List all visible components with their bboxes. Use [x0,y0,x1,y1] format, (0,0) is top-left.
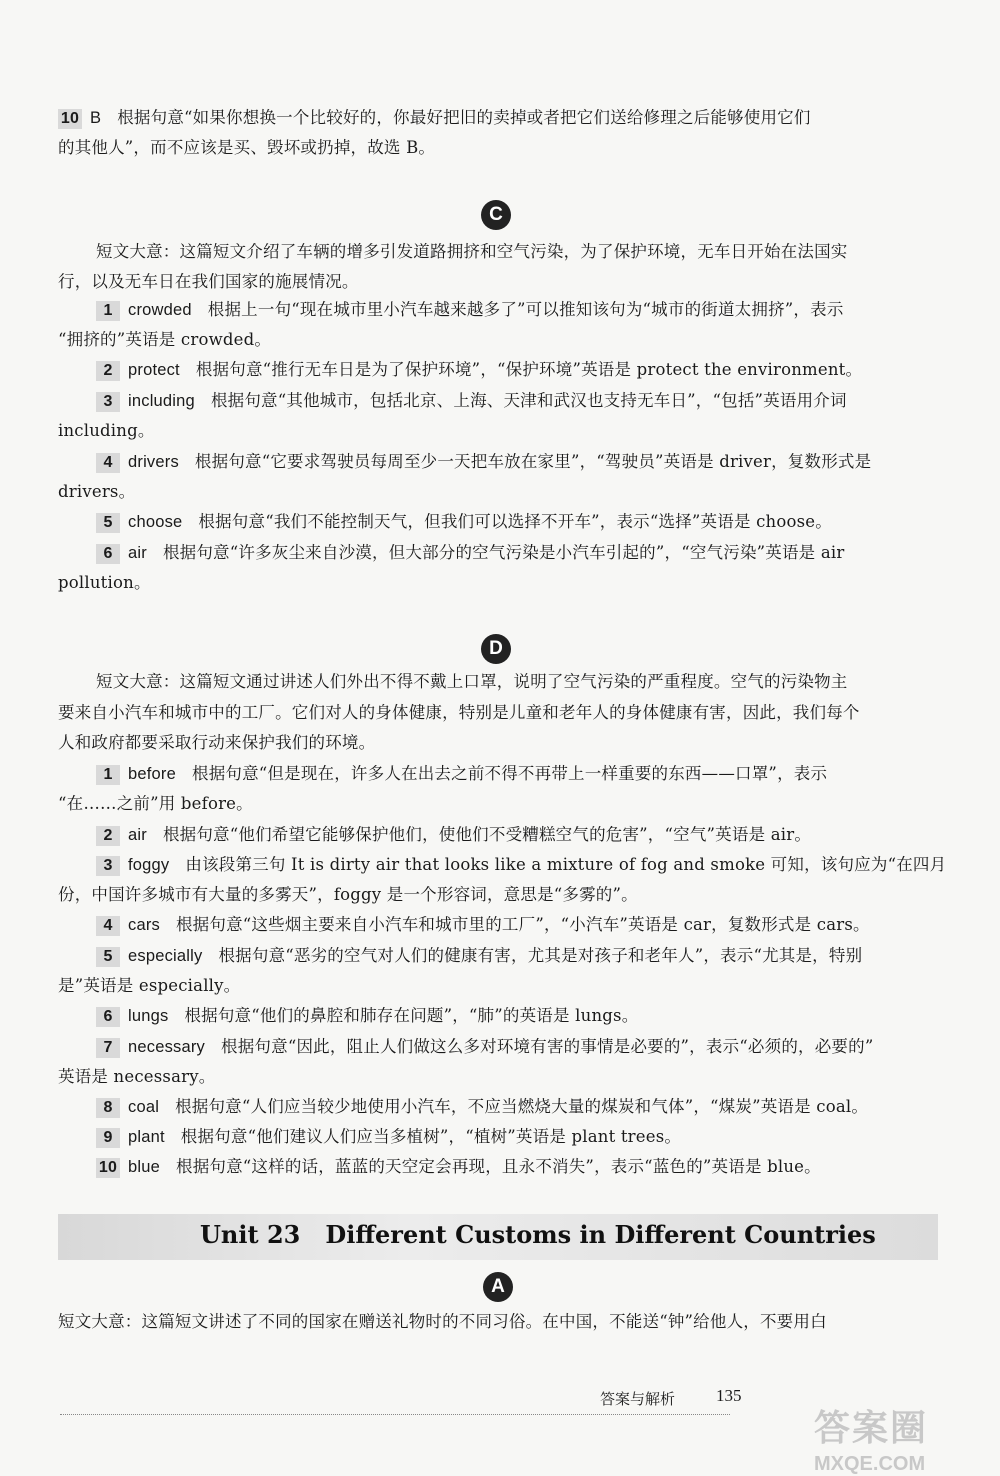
item-number: 10 [58,109,82,129]
watermark [814,1400,964,1475]
c-item-5-line1 [96,512,938,533]
c-item-3-line1 [96,391,938,412]
d-item-1-line1 [96,764,938,785]
item-number: 1 [96,301,120,321]
section-c-badge: C [481,200,511,230]
item-number: 9 [96,1128,120,1148]
item-number: 10 [96,1158,120,1178]
d-item-5-line1 [96,946,938,967]
item-answer: foggy [128,856,170,874]
item-explanation: 根据句意“恶劣的空气对人们的健康有害，尤其是对孩子和老年人”，表示“尤其是，特别 [218,946,863,965]
watermark-url: MXQE.COM [814,1453,926,1475]
c-item-1-line1 [96,300,938,321]
item-number: 5 [96,513,120,533]
item-number: 4 [96,916,120,936]
d-item-7-line1 [96,1037,938,1058]
b-item-10-line2: 的其他人”，而不应该是买、毁坏或扔掉，故选 B。 [58,138,436,157]
item-answer: including [128,392,195,410]
item-answer: blue [128,1158,160,1176]
unit-a-summary-line1: 短文大意：这篇短文讲述了不同的国家在赠送礼物时的不同习俗。在中国，不能送“钟”给他人，不要用白 [58,1312,827,1331]
d-item-3-line1 [96,855,947,876]
d-item-8-line1 [96,1097,938,1118]
section-d-badge: D [481,634,511,664]
item-answer: lungs [128,1007,169,1025]
item-explanation: 根据句意“推行无车日是为了保护环境”，“保护环境”英语是 protect the environment。 [195,360,863,379]
item-answer: drivers [128,453,179,471]
c-item-4-line2: drivers。 [58,482,136,501]
c-item-6-line1 [96,543,938,564]
item-explanation: 根据句意“他们希望它能够保护他们，使他们不受糟糕空气的危害”，“空气”英语是 air。 [162,825,812,844]
item-number: 4 [96,453,120,473]
item-explanation: 根据句意“他们建议人们应当多植树”，“植树”英语是 plant trees。 [180,1127,682,1146]
item-answer: air [128,544,147,562]
item-explanation: 根据句意“这些烟主要来自小汽车和城市里的工厂”，“小汽车”英语是 car，复数形式是 cars。 [175,915,870,934]
item-explanation: 根据上一句“现在城市里小汽车越来越多了”可以推知该句为“城市的街道太拥挤”，表示 [207,300,844,319]
item-number: 3 [96,392,120,412]
item-answer: necessary [128,1038,206,1056]
item-number: 7 [96,1038,120,1058]
unit-title: Unit 23 Different Customs in Different Countries [200,1220,876,1249]
c-item-6-line2: pollution。 [58,573,151,592]
d-item-6-line1 [96,1006,938,1027]
d-summary-line1: 短文大意：这篇短文通过讲述人们外出不得不戴上口罩，说明了空气污染的严重程度。空气的污染物主 [96,672,848,691]
d-item-3-line2: 份，中国许多城市有大量的多雾天”，foggy 是一个形容词，意思是“多雾的”。 [58,885,638,904]
item-explanation: 根据句意“但是现在，许多人在出去之前不得不再带上一样重要的东西——口罩”，表示 [192,764,828,783]
item-number: 2 [96,361,120,381]
c-item-2-line1 [96,360,938,381]
item-answer: protect [128,361,180,379]
item-number: 6 [96,1007,120,1027]
d-item-10-line1 [96,1157,938,1178]
item-number: 8 [96,1098,120,1118]
item-answer: before [128,765,176,783]
item-answer: choose [128,513,183,531]
section-a-badge: A [483,1272,513,1302]
watermark-title: 答案圈 [814,1407,929,1448]
d-summary-line2: 要来自小汽车和城市中的工厂。它们对人的身体健康，特别是儿童和老年人的身体健康有害，因此，我们每个 [58,703,860,722]
item-answer: B [90,109,102,127]
item-explanation: 根据句意“许多灰尘来自沙漠，但大部分的空气污染是小汽车引起的”，“空气污染”英语是 air [162,543,845,562]
item-explanation: 根据句意“其他城市，包括北京、上海、天津和武汉也支持无车日”，“包括”英语用介词 [210,391,847,410]
c-item-1-line2: “拥挤的”英语是 crowded。 [58,330,272,349]
c-summary-line1: 短文大意：这篇短文介绍了车辆的增多引发道路拥挤和空气污染，为了保护环境，无车日开始在法国实 [96,242,848,261]
footer-divider [60,1414,730,1415]
item-answer: crowded [128,301,192,319]
d-item-5-line2: 是”英语是 especially。 [58,976,241,995]
item-number: 6 [96,544,120,564]
d-item-9-line1 [96,1127,938,1148]
item-explanation: 根据句意“它要求驾驶员每周至少一天把车放在家里”，“驾驶员”英语是 driver，复数形式是 [194,452,872,471]
item-explanation: 根据句意“人们应当较少地使用小汽车，不应当燃烧大量的煤炭和气体”，“煤炭”英语是 coal。 [175,1097,869,1116]
item-number: 2 [96,826,120,846]
item-explanation: 根据句意“因此，阻止人们做这么多对环境有害的事情是必要的”，表示“必须的，必要的” [221,1037,874,1056]
item-number: 3 [96,856,120,876]
item-explanation: 根据句意“他们的鼻腔和肺存在问题”，“肺”的英语是 lungs。 [184,1006,639,1025]
item-answer: coal [128,1098,160,1116]
page-number: 135 [716,1386,742,1405]
footer-label: 答案与解析 [600,1390,676,1408]
item-answer: air [128,826,147,844]
d-item-7-line2: 英语是 necessary。 [58,1067,216,1086]
item-explanation: 根据句意“我们不能控制天气，但我们可以选择不开车”，表示“选择”英语是 choose。 [198,512,832,531]
b-item-10-line1 [58,108,938,129]
c-item-4-line1 [96,452,938,473]
item-explanation: 根据句意“这样的话，蓝蓝的天空定会再现，且永不消失”，表示“蓝色的”英语是 blue。 [176,1157,821,1176]
item-answer: plant [128,1128,165,1146]
d-item-2-line1 [96,825,938,846]
c-item-3-line2: including。 [58,421,155,440]
item-number: 1 [96,765,120,785]
item-explanation: 由该段第三句 It is dirty air that looks like a mixture of fog and smoke 可知，该句应为“在四月 [185,855,947,874]
item-answer: cars [128,916,160,934]
d-item-1-line2: “在……之前”用 before。 [58,794,253,813]
d-summary-line3: 人和政府都要采取行动来保护我们的环境。 [58,733,376,752]
item-answer: especially [128,947,203,965]
item-explanation: 根据句意“如果你想换一个比较好的，你最好把旧的卖掉或者把它们送给修理之后能够使用它们 [117,108,811,127]
item-number: 5 [96,947,120,967]
c-summary-line2: 行，以及无车日在我们国家的施展情况。 [58,272,359,291]
d-item-4-line1 [96,915,938,936]
